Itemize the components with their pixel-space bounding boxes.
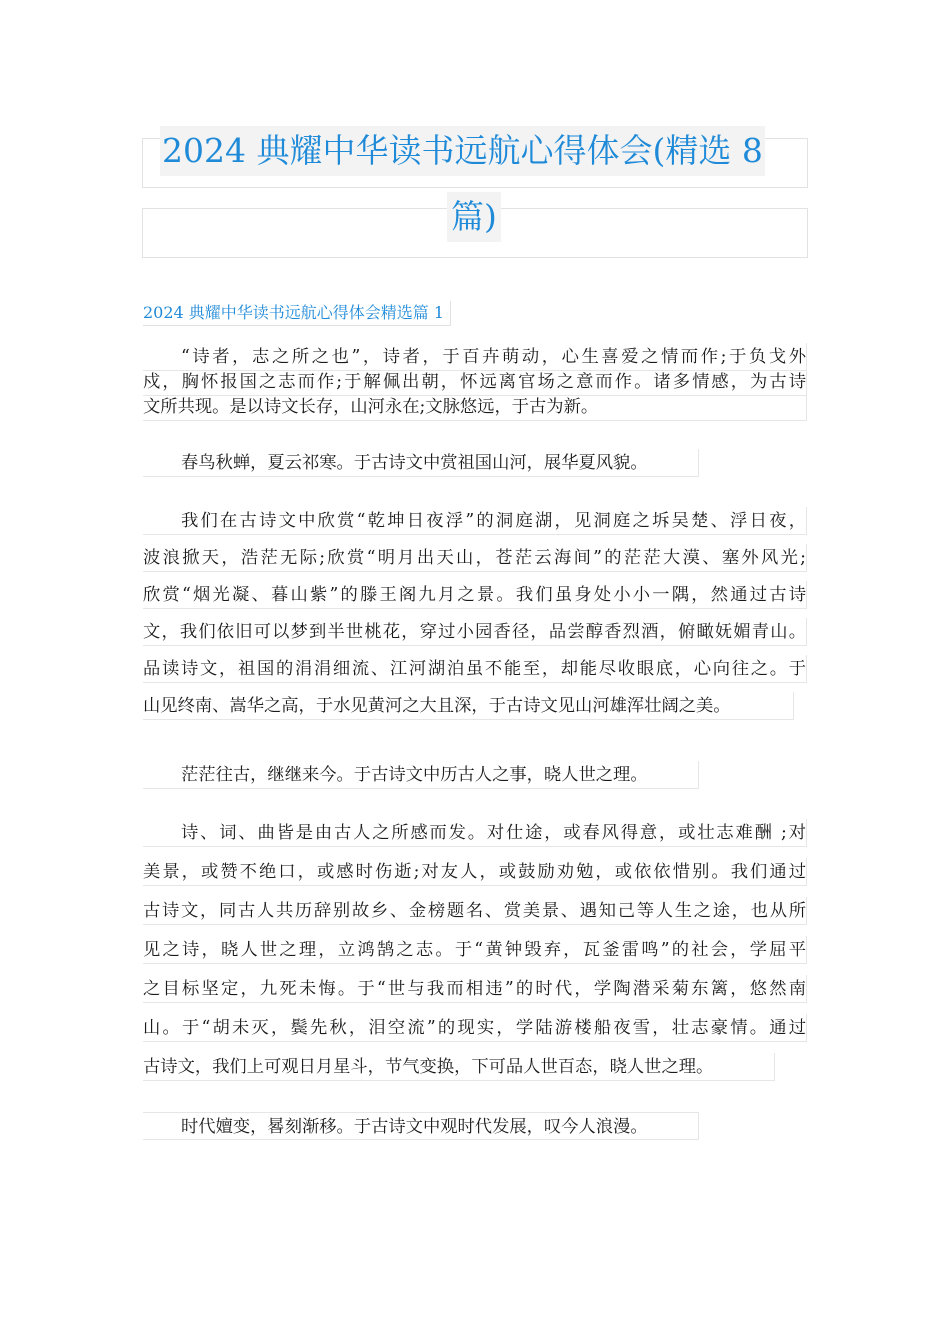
document-title-line-1: 2024 典耀中华读书远航心得体会(精选 8 — [160, 126, 765, 176]
paragraph-line: 波浪掀天，浩茫无际;欣赏“明月出天山，苍茫云海间”的茫茫大漠、塞外风光; — [143, 544, 807, 572]
paragraph-line: 之目标坚定，九死未悔。于“世与我而相违”的时代，学陶潜采菊东篱，悠然南 — [143, 975, 807, 1003]
paragraph-line: 我们在古诗文中欣赏“乾坤日夜浮”的洞庭湖，见洞庭之坼吴楚、浮日夜， — [143, 507, 807, 535]
paragraph-line: 文所共现。是以诗文长存，山河永在;文脉悠远，于古为新。 — [143, 393, 807, 421]
paragraph-line: 山。于“胡未灭，鬓先秋，泪空流”的现实，学陆游楼船夜雪，壮志豪情。通过 — [143, 1014, 807, 1042]
paragraph-line: “诗者，志之所之也”，诗者，于百卉萌动，心生喜爱之情而作;于负戈外 — [143, 343, 807, 371]
paragraph-line: 古诗文，同古人共历辞别故乡、金榜题名、赏美景、遇知己等人生之途，也从所 — [143, 897, 807, 925]
document-title-line-2: 篇) — [447, 192, 501, 242]
paragraph-line: 时代嬗变，晷刻渐移。于古诗文中观时代发展，叹今人浪漫。 — [143, 1112, 699, 1140]
paragraph-line: 见之诗，晓人世之理，立鸿鹄之志。于“黄钟毁弃，瓦釜雷鸣”的社会，学屈平 — [143, 936, 807, 964]
paragraph-line: 文，我们依旧可以梦到半世桃花，穿过小园香径，品尝醇香烈酒，俯瞰妩媚青山。 — [143, 618, 807, 646]
paragraph-line: 美景，或赞不绝口，或感时伤逝;对友人，或鼓励劝勉，或依依惜别。我们通过 — [143, 858, 807, 886]
paragraph-line: 茫茫往古，继继来今。于古诗文中历古人之事，晓人世之理。 — [143, 761, 699, 789]
paragraph-line: 欣赏“烟光凝、暮山紫”的滕王阁九月之景。我们虽身处小小一隅，然通过古诗 — [143, 581, 807, 609]
paragraph-line: 春鸟秋蝉，夏云祁寒。于古诗文中赏祖国山河，展华夏风貌。 — [143, 449, 699, 477]
paragraph-line: 山见终南、嵩华之高，于水见黄河之大且深，于古诗文见山河雄浑壮阔之美。 — [143, 692, 794, 720]
paragraph-line: 戍，胸怀报国之志而作;于解佩出朝，怀远离官场之意而作。诸多情感，为古诗 — [143, 368, 807, 396]
paragraph-line: 品读诗文，祖国的涓涓细流、江河湖泊虽不能至，却能尽收眼底，心向往之。于 — [143, 655, 807, 683]
section-heading: 2024 典耀中华读书远航心得体会精选篇 1 — [143, 301, 451, 326]
paragraph-line: 诗、词、曲皆是由古人之所感而发。对仕途，或春风得意，或壮志难酬 ;对 — [143, 819, 807, 847]
paragraph-line: 古诗文，我们上可观日月星斗，节气变换，下可品人世百态，晓人世之理。 — [143, 1053, 775, 1081]
